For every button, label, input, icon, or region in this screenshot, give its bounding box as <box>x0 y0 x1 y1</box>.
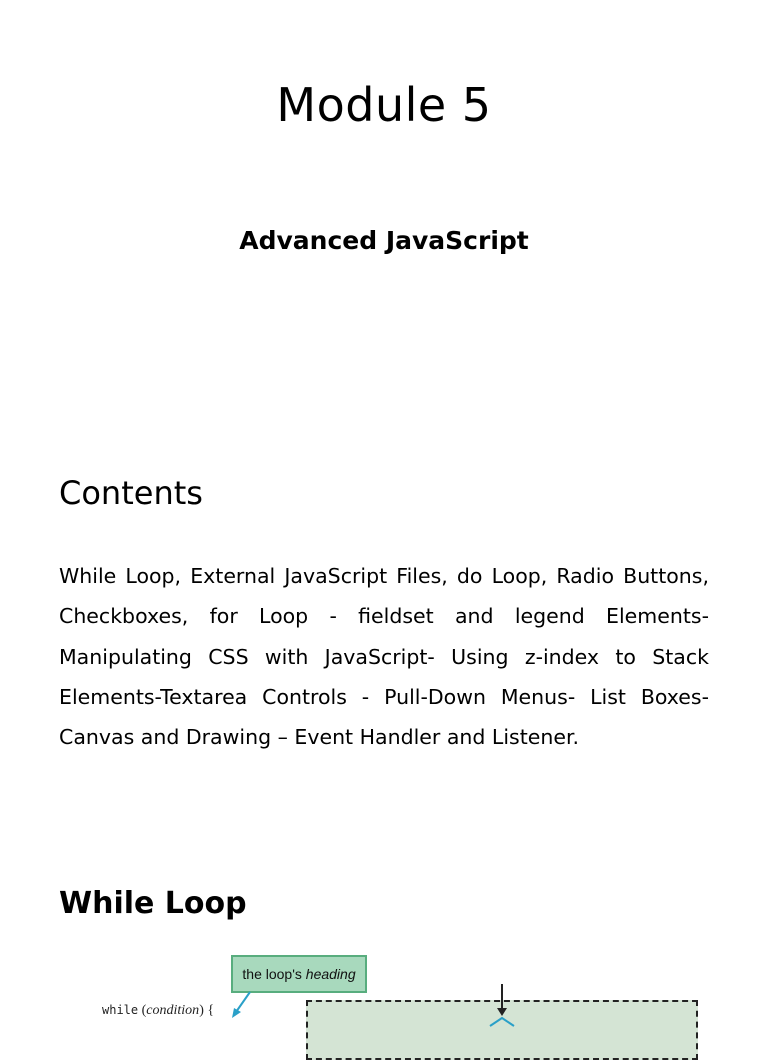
callout-prefix: the loop's <box>242 966 306 982</box>
code-keyword: while <box>102 1003 139 1017</box>
code-condition: condition <box>146 1003 200 1018</box>
callout-emphasis: heading <box>305 966 356 982</box>
code-open-paren: ( <box>141 1003 147 1018</box>
code-close: ) { <box>199 1003 215 1018</box>
while-code-snippet <box>102 1003 214 1019</box>
flowchart-entry-arrow-icon <box>480 984 524 1024</box>
while-loop-heading: While Loop <box>59 886 247 921</box>
callout-arrow-icon <box>228 990 258 1020</box>
loop-heading-callout <box>231 955 367 993</box>
module-title: Module 5 <box>276 78 492 132</box>
contents-body: While Loop, External JavaScript Files, do Loop, Radio Buttons, Checkboxes, for Loop - fieldset and legend Elements- Manipulating CSS with JavaScript- Using z-index to Stack Elements-Textarea Controls - Pull-Down Menus- List Boxes- Canvas and Drawing – Event Handler and Listener. <box>59 564 709 750</box>
module-subtitle: Advanced JavaScript <box>239 226 529 255</box>
contents-heading: Contents <box>59 474 203 512</box>
